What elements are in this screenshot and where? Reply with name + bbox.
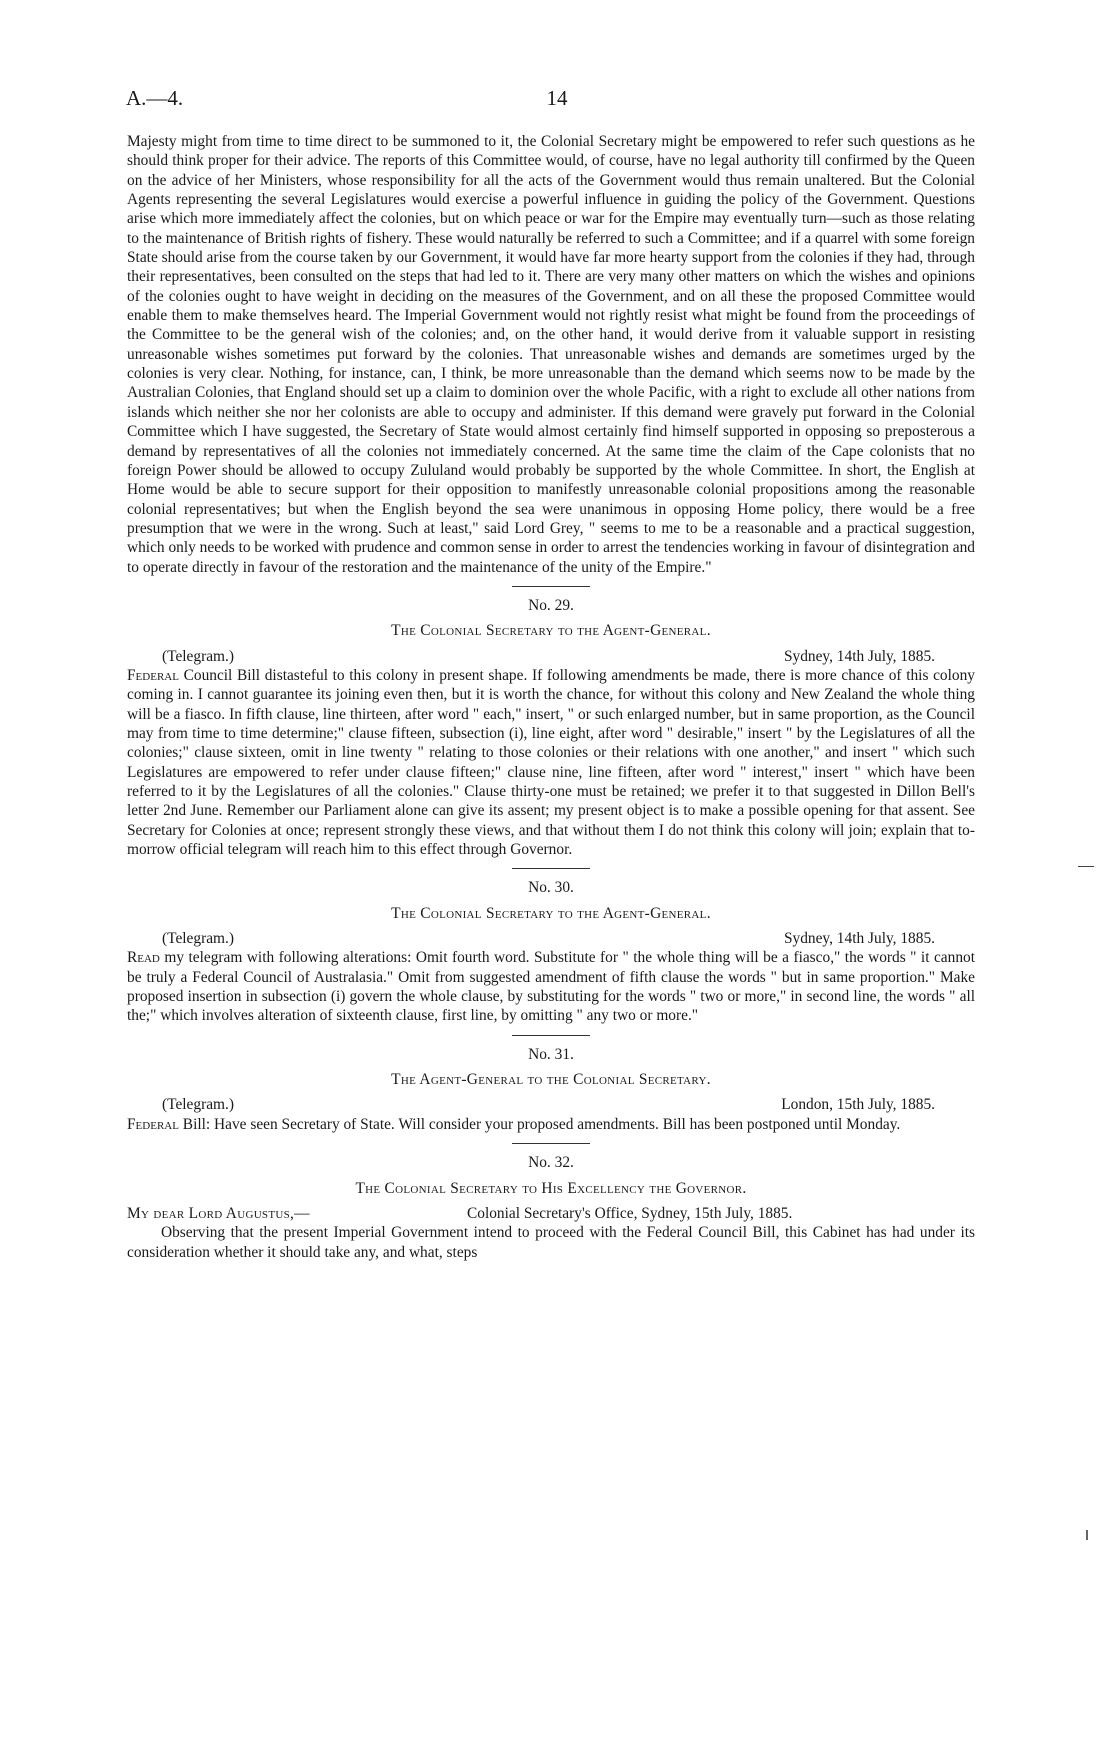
section-divider bbox=[512, 868, 590, 869]
dateline: Colonial Secretary's Office, Sydney, 15th July, 1885. bbox=[467, 1204, 793, 1222]
intro-paragraph: Majesty might from time to time direct to be summoned to it, the Colonial Secretary might be empowered to refer such questions as he should think proper for their advice. The reports of this Committee would, of course, have no legal authority till confirmed by the Queen on the advice of her Ministers, whose responsibility for all the acts of the Government would thus remain unaltered. But the Colonial Agents representing the several Legislatures would exercise a powerful influence in guiding the policy of the Government. Questions arise which more immediately affect the colonies, but on which peace or war for the Empire may eventually turn—such as those relating to the maintenance of British rights of fishery. These would naturally be referred to such a Committee; and if a quarrel with some foreign State should arise from the course taken by our Government, it would have far more hearty support from the colonies if they had, through their representatives, been consulted on the steps that had led to it. There are very many other matters on which the wishes and opinions of the colonies ought to have weight in deciding on the measures of the Government, and on all these the proposed Committee would enable them to make themselves heard. The Imperial Government would not rightly resist what might be found from the proceedings of the Committee to be the general wish of the colonies; and, on the other hand, it would derive from it valuable support in resisting unreasonable wishes sometimes put forward by the colonies. That unreasonable wishes and demands are sometimes urged by the colonies is very clear. Nothing, for instance, can, I think, be more unreasonable than the demand which seems now to be made by the Australian Colonies, that England should set up a claim to dominion over the whole Pacific, with a right to exclude all other nations from islands which neither she nor her colonists are able to occupy and administer. If this demand were gravely put forward in the Colonial Committee which I have suggested, the Secretary of State would almost certainly find himself supported in opposing so preposterous a demand by representatives of all the colonies not immediately concerned. At the same time the claim of the Cape colonists that no foreign Power should be allowed to occupy Zululand would probably be supported by the whole Committee. In short, the English at Home would be able to secure support for their opposition to manifestly unreasonable colonial propositions among the reasonable colonial representatives; but when the English beyond the sea were unanimous in opposing Home policy, there would be a free presumption that we were in the wrong. Such at least," said Lord Grey, " seems to me to be a reasonable and a practical suggestion, which only needs to be worked with prudence and common sense in order to arrest the tendencies working in favour of disintegration and to operate directly in favour of the restoration and the maintenance of the unity of the Empire." bbox=[127, 133, 975, 576]
section-divider bbox=[512, 1035, 590, 1036]
section-divider bbox=[512, 586, 590, 587]
section-heading-29: The Colonial Secretary to the Agent-General. bbox=[391, 622, 711, 640]
section-text-30 bbox=[127, 948, 975, 1025]
section-text-32: Observing that the present Imperial Government intend to proceed with the Federal Council Bill, this Cabinet has had under its consideration whether it should take any, and what, steps bbox=[127, 1224, 975, 1261]
section-heading-31: The Agent-General to the Colonial Secretary. bbox=[391, 1071, 711, 1089]
telegram-label: (Telegram.) bbox=[162, 647, 234, 665]
section-number-30: No. 30. bbox=[528, 879, 574, 897]
section-heading-30: The Colonial Secretary to the Agent-General. bbox=[391, 904, 711, 922]
telegram-label: (Telegram.) bbox=[162, 930, 234, 948]
section-body: Council Bill distasteful to this colony in present shape. If following amendments be made, there is more chance of this colony coming in. I cannot guarantee its joining even then, but it is worth the chance, for without this colony and New Zealand the whole thing will be a fiasco. In fifth clause, line thirteen, after word " each," insert, " or such enlarged number, but in same proportion, as the Council may from time to time determine;" clause fifteen, subsection (i), line eight, after word " desirable," insert " by the Legislatures of all the colonies;" clause sixteen, omit in line twenty " relating to those colonies or their relations with one another," and insert " which such Legislatures are empowered to refer under clause fifteen;" clause nine, line fifteen, after word " interest," insert " which have been referred to it by the Legislatures of all the colonies." Clause thirty-one must be retained; we prefer it to that suggested in Dillon Bell's letter 2nd June. Remember our Parliament alone can give its assent; my present object is to make a possible opening for that assent. See Secretary for Colonies at once; represent strongly these views, and that without them I do not think this colony will join; explain that to-morrow official telegram will reach him to this effect through Governor. bbox=[127, 666, 975, 859]
section-number-31: No. 31. bbox=[528, 1045, 574, 1063]
section-text-31 bbox=[127, 1115, 975, 1134]
section-number-32: No. 32. bbox=[528, 1154, 574, 1172]
salutation: My dear Lord Augustus,— bbox=[127, 1204, 310, 1222]
document-reference: A.—4. bbox=[126, 86, 184, 110]
section-meta-29 bbox=[127, 647, 975, 666]
section-body: Bill: Have seen Secretary of State. Will consider your proposed amendments. Bill has been postponed until Monday. bbox=[178, 1115, 901, 1133]
telegram-label: (Telegram.) bbox=[162, 1096, 234, 1114]
section-divider bbox=[512, 1143, 590, 1144]
section-heading-32: The Colonial Secretary to His Excellency the Governor. bbox=[355, 1179, 747, 1197]
lead-word: Federal bbox=[127, 1115, 179, 1133]
section-meta-32 bbox=[127, 1204, 975, 1223]
section-body: my telegram with following alterations: Omit fourth word. Substitute for " the whole thing will be a fiasco," the words " it cannot be truly a Federal Council of Australasia." Omit from suggested amendment of fifth clause the words " but in same proportion." Make proposed insertion in subsection (i) govern the whole clause, by substituting for the words " two or more," in second line, the words " all the;" which involves alteration of sixteenth clause, first line, by omitting " any two or more." bbox=[127, 949, 975, 1025]
section-meta-31 bbox=[127, 1095, 975, 1114]
margin-mark bbox=[1086, 1530, 1088, 1540]
section-number-29: No. 29. bbox=[528, 596, 574, 614]
margin-mark bbox=[1078, 866, 1094, 867]
document-body bbox=[127, 132, 975, 1262]
dateline: London, 15th July, 1885. bbox=[781, 1096, 935, 1114]
section-meta-30 bbox=[127, 929, 975, 948]
section-text-29 bbox=[127, 666, 975, 859]
dateline: Sydney, 14th July, 1885. bbox=[783, 647, 935, 665]
dateline: Sydney, 14th July, 1885. bbox=[783, 930, 935, 948]
lead-word: Federal bbox=[127, 666, 179, 684]
page-number: 14 bbox=[546, 86, 568, 110]
lead-word: Read bbox=[127, 949, 160, 967]
